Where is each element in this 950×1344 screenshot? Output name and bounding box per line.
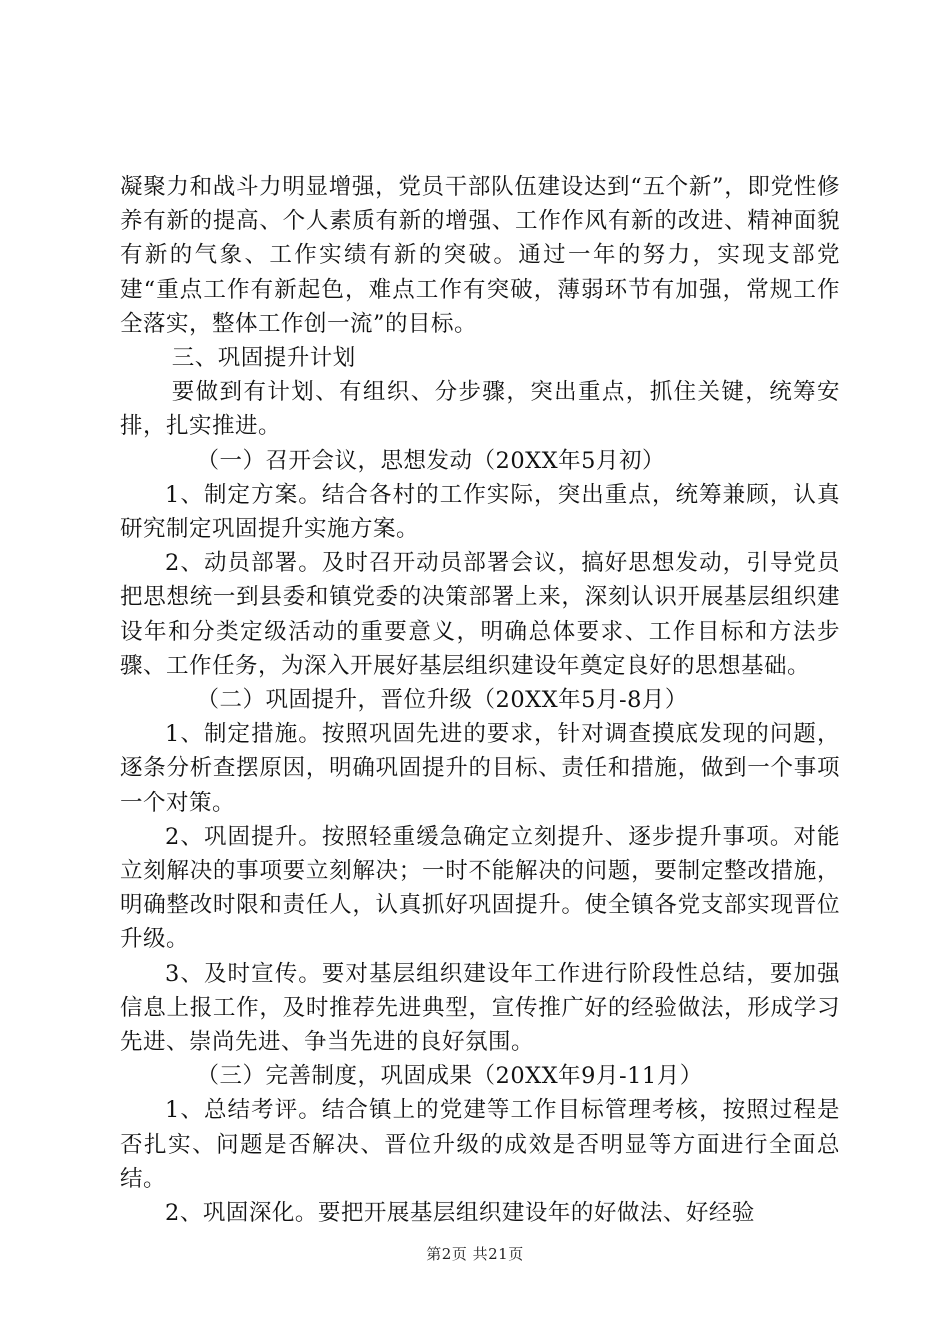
document-body [120,170,840,1230]
paragraph-intro: 凝聚力和战斗力明显增强，党员干部队伍建设达到“五个新”，即党性修养有新的提高、个人素质有新的增强、工作作风有新的改进、精神面貌有新的气象、工作实绩有新的突破。通过一年的努力，实现支部党建“重点工作有新起色，难点工作有突破，薄弱环节有加强，常规工作全落实，整体工作创一流”的目标。 [120,174,840,337]
heading-consolidation-plan: 三、巩固提升计划 [171,345,356,372]
paragraph-item: 3、及时宣传。要对基层组织建设年工作进行阶段性总结，要加强信息上报工作，及时推荐先进典型，宣传推广好的经验做法，形成学习先进、崇尚先进、争当先进的良好氛围。 [120,960,840,1056]
subheading-section-3: （三）完善制度，巩固成果（20XX年9月-11月） [196,1063,703,1090]
paragraph-item: 2、巩固深化。要把开展基层组织建设年的好做法、好经验 [165,1200,755,1227]
paragraph-item: 1、制定方案。结合各村的工作实际，突出重点，统筹兼顾，认真研究制定巩固提升实施方案。 [120,481,840,543]
paragraph-item: 2、动员部署。及时召开动员部署会议，搞好思想发动，引导党员把思想统一到县委和镇党委的决策部署上来，深刻认识开展基层组织建设年和分类定级活动的重要意义，明确总体要求、工作目标和方法步骤、工作任务，为深入开展好基层组织建设年奠定良好的思想基础。 [120,550,840,679]
subheading-section-2: （二）巩固提升，晋位升级（20XX年5月-8月） [196,687,688,714]
paragraph-item: 2、巩固提升。按照轻重缓急确定立刻提升、逐步提升事项。对能立刻解决的事项要立刻解决；一时不能解决的问题，要制定整改措施，明确整改时限和责任人，认真抓好巩固提升。使全镇各党支部实现晋位升级。 [120,823,840,953]
paragraph-item: 1、制定措施。按照巩固先进的要求，针对调查摸底发现的问题，逐条分析查摆原因，明确巩固提升的目标、责任和措施，做到一个事项一个对策。 [120,721,840,816]
paragraph-plan-summary: 要做到有计划、有组织、分步骤，突出重点，抓住关键，统筹安排，扎实推进。 [120,379,840,440]
subheading-section-1: （一）召开会议，思想发动（20XX年5月初） [196,447,665,474]
page-number-footer: 第2页 共21页 [426,1245,524,1263]
paragraph-item: 1、总结考评。结合镇上的党建等工作目标管理考核，按照过程是否扎实、问题是否解决、晋位升级的成效是否明显等方面进行全面总结。 [120,1097,840,1192]
